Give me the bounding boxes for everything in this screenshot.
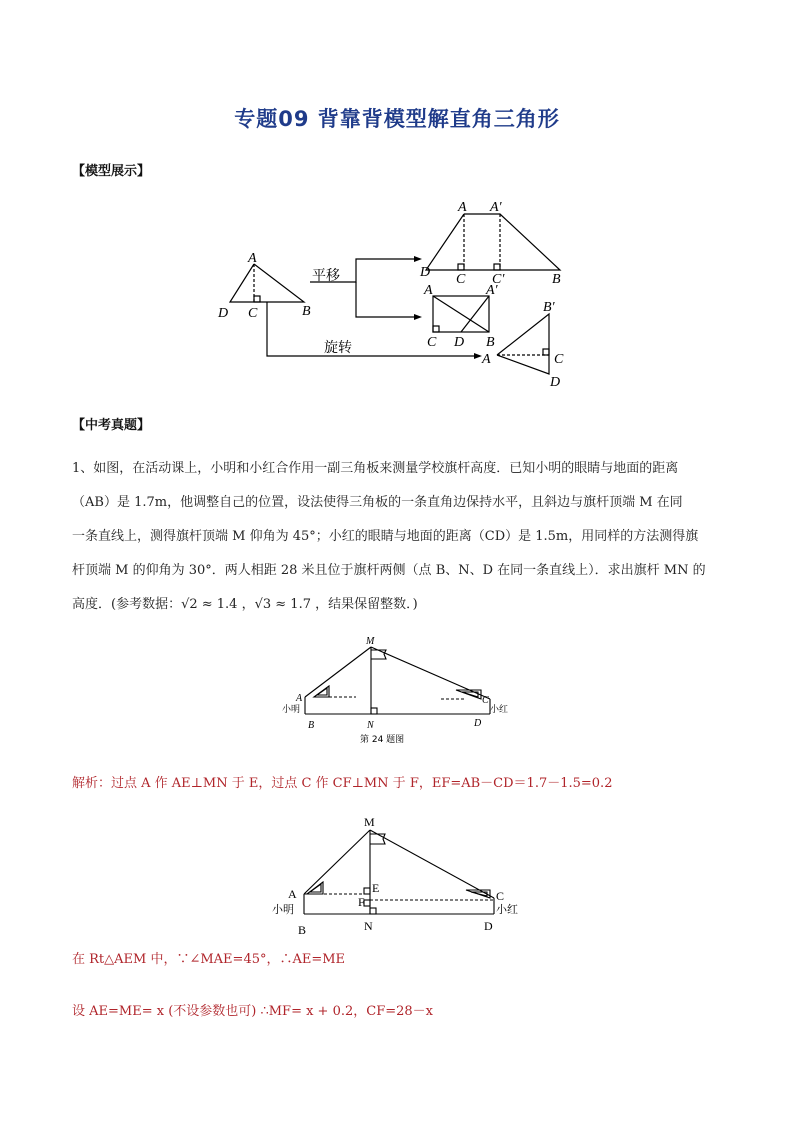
fig2-label-M: M — [364, 815, 375, 829]
fig2-label-A: A — [288, 887, 297, 901]
problem-line: 1、如图，在活动课上，小明和小红合作用一副三角板来测量学校旗杆高度．已知小明的眼睛与地面的距离 — [72, 461, 679, 476]
solution-line-1: 解析：过点 A 作 AE⊥MN 于 E，过点 C 作 CF⊥MN 于 F，EF=AB－CD＝1.7－1.5=0.2 — [72, 776, 613, 791]
fig1-xiaohong: 小红 — [490, 705, 509, 715]
fig1-label-A: A — [296, 693, 303, 704]
model-label-A-prime-top: A′ — [490, 200, 502, 215]
fig2-label-N: N — [364, 919, 373, 933]
model-label-D: D — [218, 306, 229, 321]
rotate-label: 旋转 — [324, 340, 352, 356]
model-label-A-rot: A — [482, 352, 491, 367]
model-label-C-rect: C — [427, 335, 437, 350]
problem-text — [72, 452, 722, 622]
model-label-D-top: D — [420, 265, 431, 280]
fig2-xiaoming: 小明 — [272, 903, 294, 916]
fig1-label-D: D — [474, 718, 482, 729]
solution-line-2: 在 Rt△AEM 中，∵∠MAE=45°，∴AE=ME — [72, 952, 346, 967]
fig1-label-B: B — [308, 720, 315, 731]
solution-line-3: 设 AE=ME= x (不设参数也可) ∴MF= x + 0.2，CF=28－x — [72, 1004, 433, 1019]
model-label-A-rect: A — [424, 283, 433, 298]
fig2-xiaohong: 小红 — [496, 903, 518, 916]
fig2-label-D: D — [484, 919, 493, 933]
fig2-label-E: E — [372, 881, 380, 895]
problem-line: （AB）是 1.7m，他调整自己的位置，设法使得三角板的一条直角边保持水平，且斜边与旗杆顶端 M 在同 — [72, 495, 683, 510]
model-label-C-rot: C — [554, 352, 564, 367]
model-label-A-top: A — [458, 200, 467, 215]
model-label-B-top: B — [552, 272, 561, 287]
model-label-B: B — [302, 304, 311, 319]
model-label-A: A — [248, 251, 257, 266]
fig2-label-B: B — [298, 923, 307, 936]
section-model-heading: 【模型展示】 — [72, 164, 151, 179]
fig1-xiaoming: 小明 — [282, 705, 301, 715]
model-diagram — [210, 196, 590, 392]
model-label-C-top: C — [456, 272, 466, 287]
model-label-D-rect: D — [454, 335, 465, 350]
translate-label: 平移 — [312, 268, 340, 284]
fig1-caption: 第 24 题图 — [360, 735, 405, 745]
model-label-A-prime-rect: A′ — [486, 283, 498, 298]
fig1-label-N: N — [367, 720, 374, 731]
model-label-C: C — [248, 306, 258, 321]
problem-line: 高度．(参考数据：√2 ≈ 1.4 ，√3 ≈ 1.7 ，结果保留整数．) — [72, 597, 418, 612]
model-label-B-prime-rot: B′ — [543, 300, 555, 315]
figure-flagpole-1 — [276, 632, 516, 750]
model-label-D-rot: D — [550, 375, 561, 390]
fig2-label-C: C — [496, 889, 505, 903]
fig1-label-C: C — [482, 695, 489, 706]
model-label-B-rect: B — [486, 335, 495, 350]
page-title: 专题09 背靠背模型解直角三角形 — [234, 107, 560, 131]
fig1-label-M: M — [366, 636, 375, 647]
problem-line: 杆顶端 M 的仰角为 30°．两人相距 28 米且位于旗杆两侧（点 B、N、D 在同一条直线上）．求出旗杆 MN 的 — [72, 563, 706, 578]
fig2-label-F: F — [358, 895, 365, 909]
section-exam-heading: 【中考真题】 — [72, 418, 151, 433]
model-label-C-prime-top: C′ — [492, 272, 505, 287]
figure-flagpole-2 — [268, 812, 530, 936]
problem-line: 一条直线上，测得旗杆顶端 M 仰角为 45°；小红的眼睛与地面的距离（CD）是 1.5m，用同样的方法测得旗 — [72, 529, 699, 544]
